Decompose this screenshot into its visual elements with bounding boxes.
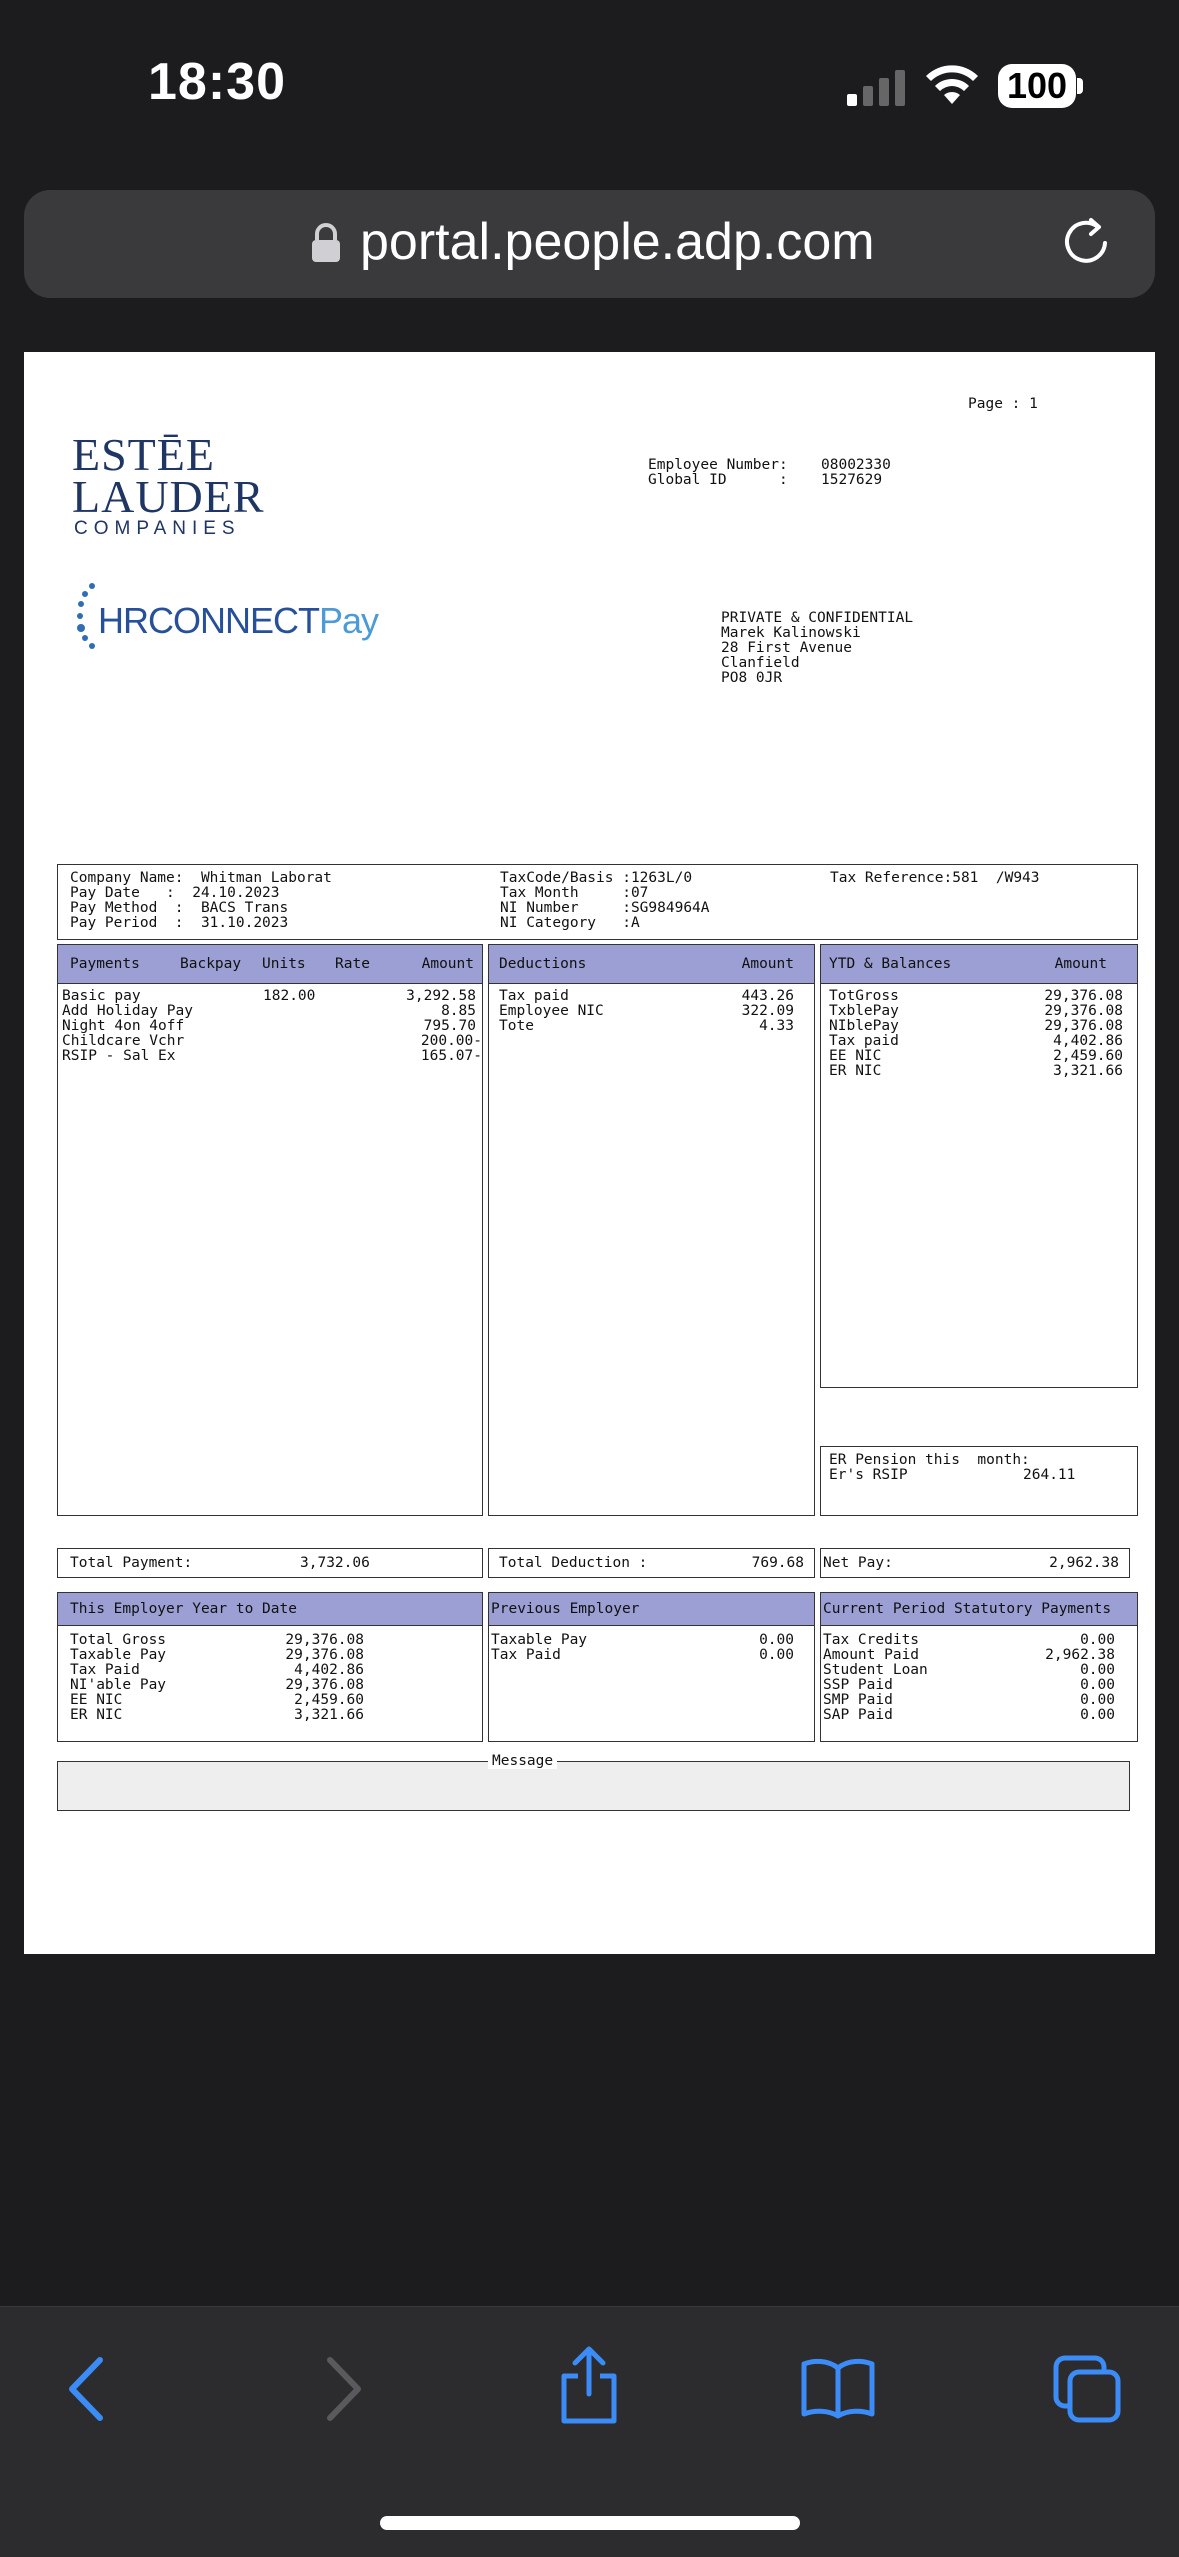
- statutory-name: Student Loan: [823, 1662, 928, 1678]
- ni-category: NI Category :A: [500, 915, 640, 931]
- address-line: PO8 0JR: [721, 670, 783, 686]
- payments-header: [58, 945, 482, 984]
- tax-code: TaxCode/Basis :1263L/0: [500, 870, 693, 886]
- global-id-label: Global ID :: [648, 472, 788, 488]
- global-id: 1527629: [821, 472, 883, 488]
- employer-ytd-name: Tax Paid: [70, 1662, 140, 1678]
- ytd-header: [821, 945, 1137, 984]
- employer-ytd-amount: 29,376.08: [285, 1677, 364, 1693]
- employer-ytd-name: NI'able Pay: [70, 1677, 167, 1693]
- battery-indicator: 100: [998, 64, 1076, 108]
- col-amount: Amount: [1054, 956, 1107, 972]
- ytd-amount: 4,402.86: [1053, 1033, 1123, 1049]
- total-deduction-box: [488, 1548, 815, 1578]
- employee-number: 08002330: [821, 457, 891, 473]
- logo-hr-part: HRCONNECT: [98, 600, 319, 641]
- employer-ytd-name: Total Gross: [70, 1632, 167, 1648]
- tabs-icon[interactable]: [1052, 2354, 1124, 2428]
- payments-box: [57, 944, 483, 1516]
- pay-period: Pay Period : 31.10.2023: [70, 915, 289, 931]
- pension-box: [820, 1446, 1138, 1516]
- estee-lauder-logo: [72, 429, 265, 522]
- statutory-title: Current Period Statutory Payments: [823, 1601, 1112, 1617]
- net-pay-label: Net Pay:: [823, 1555, 893, 1571]
- previous-employer-amount: 0.00: [759, 1632, 794, 1648]
- ytd-name: ER NIC: [829, 1063, 882, 1079]
- total-deduction-value: 769.68: [751, 1555, 804, 1571]
- employer-ytd-amount: 2,459.60: [294, 1692, 364, 1708]
- employer-ytd-amount: 3,321.66: [294, 1707, 364, 1723]
- col-units: Units: [262, 956, 306, 972]
- employer-ytd-name: ER NIC: [70, 1707, 123, 1723]
- logo-pay-part: Pay: [319, 600, 379, 641]
- hrconnect-dots-icon: [74, 580, 100, 664]
- previous-employer-title: Previous Employer: [491, 1601, 640, 1617]
- lock-icon: [310, 222, 342, 268]
- employer-ytd-amount: 4,402.86: [294, 1662, 364, 1678]
- statutory-amount: 2,962.38: [1045, 1647, 1115, 1663]
- net-pay-box: [820, 1548, 1130, 1578]
- deductions-header: [489, 945, 814, 984]
- statutory-name: Amount Paid: [823, 1647, 920, 1663]
- statutory-amount: 0.00: [1080, 1707, 1115, 1723]
- ytd-name: TxblePay: [829, 1003, 899, 1019]
- employer-ytd-name: Taxable Pay: [70, 1647, 167, 1663]
- tax-reference: Tax Reference:581 /W943: [830, 870, 1040, 886]
- employee-number-label: Employee Number:: [648, 457, 788, 473]
- payment-amount: 8.85: [441, 1003, 476, 1019]
- url-text[interactable]: portal.people.adp.com: [360, 213, 875, 271]
- statutory-amount: 0.00: [1080, 1662, 1115, 1678]
- statutory-amount: 0.00: [1080, 1692, 1115, 1708]
- page-number: Page : 1: [968, 396, 1038, 412]
- employer-ytd-amount: 29,376.08: [285, 1632, 364, 1648]
- rsip-label: Er's RSIP: [829, 1467, 908, 1483]
- deduction-amount: 322.09: [741, 1003, 794, 1019]
- employer-ytd-name: EE NIC: [70, 1692, 123, 1708]
- statutory-amount: 0.00: [1080, 1632, 1115, 1648]
- statutory-name: Tax Credits: [823, 1632, 920, 1648]
- statutory-name: SAP Paid: [823, 1707, 893, 1723]
- deduction-name: Tote: [499, 1018, 534, 1034]
- logo-line-1: ESTĒE: [72, 429, 215, 480]
- address-line: Clanfield: [721, 655, 800, 671]
- payment-name: Night 4on 4off: [62, 1018, 185, 1034]
- deduction-name: Tax paid: [499, 988, 569, 1004]
- message-label: Message: [488, 1754, 557, 1769]
- ytd-amount: 29,376.08: [1044, 988, 1123, 1004]
- share-icon[interactable]: [556, 2344, 622, 2430]
- ytd-amount: 2,459.60: [1053, 1048, 1123, 1064]
- employer-ytd-amount: 29,376.08: [285, 1647, 364, 1663]
- rsip-value: 264.11: [1023, 1467, 1076, 1483]
- deduction-amount: 4.33: [759, 1018, 794, 1034]
- status-time: 18:30: [148, 53, 286, 111]
- statutory-name: SMP Paid: [823, 1692, 893, 1708]
- payment-amount: 200.00-: [420, 1033, 482, 1049]
- previous-employer-name: Tax Paid: [491, 1647, 561, 1663]
- book-icon[interactable]: [800, 2356, 876, 2424]
- reload-icon[interactable]: [1058, 215, 1114, 275]
- ytd-balances-box: [820, 944, 1138, 1388]
- total-payment-value: 3,732.06: [300, 1555, 370, 1571]
- deductions-box: [488, 944, 815, 1516]
- logo-line-2: LAUDER: [72, 471, 265, 522]
- company-name: Company Name: Whitman Laborat: [70, 870, 332, 886]
- battery-tip: [1077, 78, 1083, 94]
- col-amount: Amount: [421, 956, 474, 972]
- address-line: 28 First Avenue: [721, 640, 852, 656]
- col-amount: Amount: [741, 956, 794, 972]
- col-backpay: Backpay: [180, 956, 242, 972]
- deduction-amount: 443.26: [741, 988, 794, 1004]
- previous-employer-name: Taxable Pay: [491, 1632, 588, 1648]
- statutory-name: SSP Paid: [823, 1677, 893, 1693]
- col-ytd: YTD & Balances: [829, 956, 952, 972]
- address-line: PRIVATE & CONFIDENTIAL: [721, 610, 914, 626]
- previous-employer-header: [489, 1593, 814, 1626]
- ytd-name: EE NIC: [829, 1048, 882, 1064]
- ni-number: NI Number :SG984964A: [500, 900, 710, 916]
- ytd-amount: 29,376.08: [1044, 1018, 1123, 1034]
- forward-icon[interactable]: [318, 2354, 368, 2428]
- back-icon[interactable]: [62, 2354, 112, 2428]
- employer-ytd-title: This Employer Year to Date: [70, 1601, 297, 1617]
- home-indicator: [380, 2516, 800, 2530]
- pension-label: ER Pension this month:: [829, 1452, 1030, 1468]
- payment-name: Basic pay: [62, 988, 141, 1004]
- payslip-document: [24, 352, 1155, 1954]
- total-payment-label: Total Payment:: [70, 1555, 193, 1571]
- total-payment-box: [57, 1548, 483, 1578]
- address-line: Marek Kalinowski: [721, 625, 861, 641]
- net-pay-value: 2,962.38: [1049, 1555, 1119, 1571]
- payment-amount: 165.07-: [420, 1048, 482, 1064]
- pay-date: Pay Date : 24.10.2023: [70, 885, 280, 901]
- payment-name: RSIP - Sal Ex: [62, 1048, 176, 1064]
- message-box: [57, 1761, 1130, 1811]
- statutory-amount: 0.00: [1080, 1677, 1115, 1693]
- employer-ytd-header: [58, 1593, 482, 1626]
- deduction-name: Employee NIC: [499, 1003, 604, 1019]
- wifi-icon: [923, 60, 981, 110]
- payment-name: Add Holiday Pay: [62, 1003, 193, 1019]
- statutory-payments-box: [820, 1592, 1138, 1742]
- previous-employer-amount: 0.00: [759, 1647, 794, 1663]
- statutory-header: [821, 1593, 1137, 1626]
- employee-info-box: [57, 864, 1138, 940]
- payment-units: 182.00: [263, 988, 316, 1004]
- ytd-name: TotGross: [829, 988, 899, 1004]
- ytd-amount: 3,321.66: [1053, 1063, 1123, 1079]
- col-deductions: Deductions: [499, 956, 587, 972]
- hrconnect-pay-logo: [98, 600, 378, 642]
- payment-amount: 795.70: [423, 1018, 476, 1034]
- ytd-name: Tax paid: [829, 1033, 899, 1049]
- col-rate: Rate: [335, 956, 370, 972]
- logo-companies: COMPANIES: [74, 518, 241, 539]
- pay-method: Pay Method : BACS Trans: [70, 900, 289, 916]
- payment-amount: 3,292.58: [406, 988, 476, 1004]
- ytd-name: NIblePay: [829, 1018, 899, 1034]
- previous-employer-box: [488, 1592, 815, 1742]
- ytd-amount: 29,376.08: [1044, 1003, 1123, 1019]
- payment-name: Childcare Vchr: [62, 1033, 185, 1049]
- cellular-signal-icon: [845, 68, 907, 112]
- tax-month: Tax Month :07: [500, 885, 649, 901]
- col-payments: Payments: [70, 956, 140, 972]
- total-deduction-label: Total Deduction :: [499, 1555, 648, 1571]
- employer-ytd-box: [57, 1592, 483, 1742]
